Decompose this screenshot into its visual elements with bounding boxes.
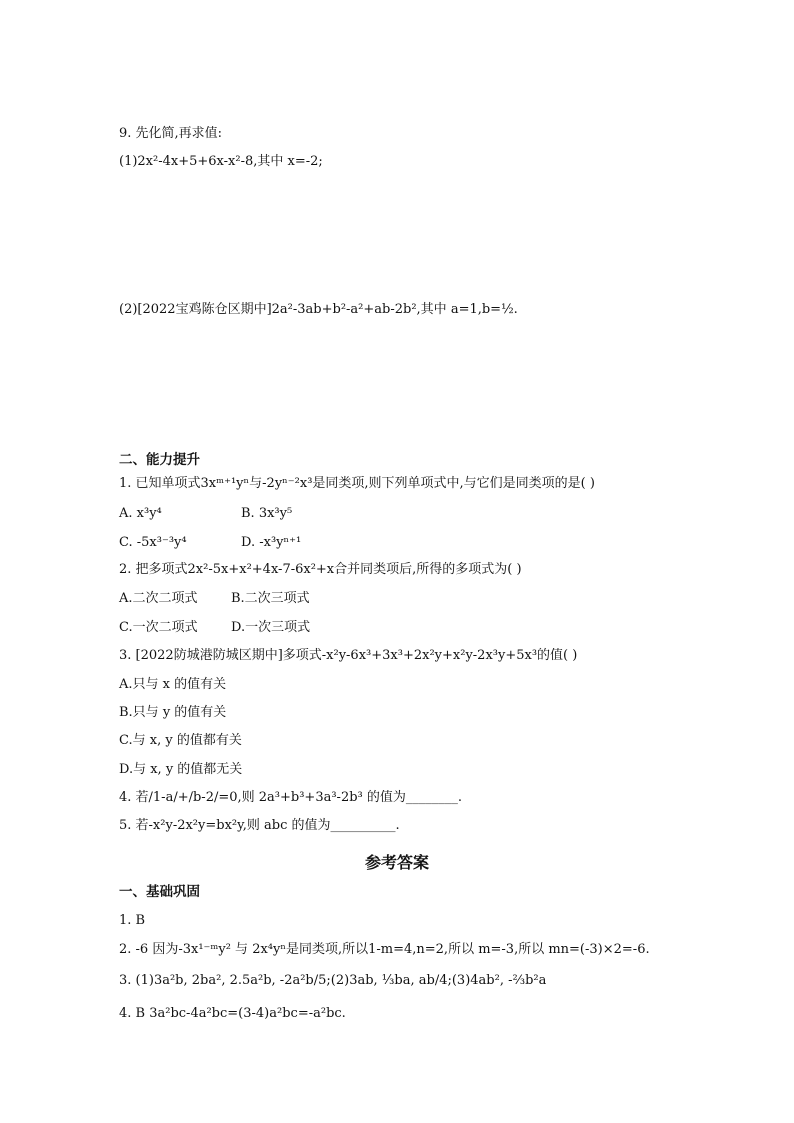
question-4: 4. 若/1-a/+/b-2/=0,则 2a³+b³+3a³-2b³ 的值为________.	[119, 790, 463, 805]
question-1-option-c: C. -5x³⁻³y⁴	[119, 535, 187, 550]
answer-3: 3. (1)3a²b, 2ba², 2.5a²b, -2a²b/5;(2)3ab, ⅓ba, ab/4;(3)4ab², -⅔b²a	[119, 973, 547, 988]
answers-section-heading: 一、基础巩固	[119, 884, 200, 900]
answers-title: 参考答案	[364, 853, 429, 872]
section-2-heading: 二、能力提升	[119, 452, 200, 468]
question-2-option-b: B.二次三项式	[231, 591, 310, 606]
question-9-title: 9. 先化简,再求值:	[119, 126, 223, 141]
question-1-stem: 1. 已知单项式3xᵐ⁺¹yⁿ与-2yⁿ⁻²x³是同类项,则下列单项式中,与它们是同类项的是( )	[119, 476, 595, 491]
question-5: 5. 若-x²y-2x²y=bx²y,则 abc 的值为__________.	[119, 818, 400, 833]
question-3-option-d: D.与 x, y 的值都无关	[119, 762, 243, 777]
answer-1: 1. B	[119, 913, 146, 928]
question-2-stem: 2. 把多项式2x²-5x+x²+4x-7-6x²+x合并同类项后,所得的多项式为( )	[119, 562, 522, 577]
question-3-option-a: A.只与 x 的值有关	[119, 677, 227, 692]
question-2-option-a: A.二次二项式	[119, 591, 198, 606]
question-1-option-a: A. x³y⁴	[119, 506, 162, 521]
question-2-option-c: C.一次二项式	[119, 620, 198, 635]
question-3-option-b: B.只与 y 的值有关	[119, 705, 227, 720]
question-1-option-b: B. 3x³y⁵	[241, 506, 293, 521]
answer-4: 4. B 3a²bc-4a²bc=(3-4)a²bc=-a²bc.	[119, 1006, 346, 1021]
question-3-stem: 3. [2022防城港防城区期中]多项式-x²y-6x³+3x³+2x²y+x²y-2x³y+5x³的值( )	[119, 648, 578, 663]
question-9-part-2: (2)[2022宝鸡陈仓区期中]2a²-3ab+b²-a²+ab-2b²,其中 a=1,b=½.	[119, 302, 518, 317]
answer-2: 2. -6 因为-3x¹⁻ᵐy² 与 2x⁴yⁿ是同类项,所以1-m=4,n=2,所以 m=-3,所以 mn=(-3)×2=-6.	[119, 942, 650, 957]
question-1-option-d: D. -x³yⁿ⁺¹	[241, 535, 302, 550]
question-9-part-1: (1)2x²-4x+5+6x-x²-8,其中 x=-2;	[119, 154, 323, 169]
question-2-option-d: D.一次三项式	[231, 620, 311, 635]
question-3-option-c: C.与 x, y 的值都有关	[119, 733, 242, 748]
